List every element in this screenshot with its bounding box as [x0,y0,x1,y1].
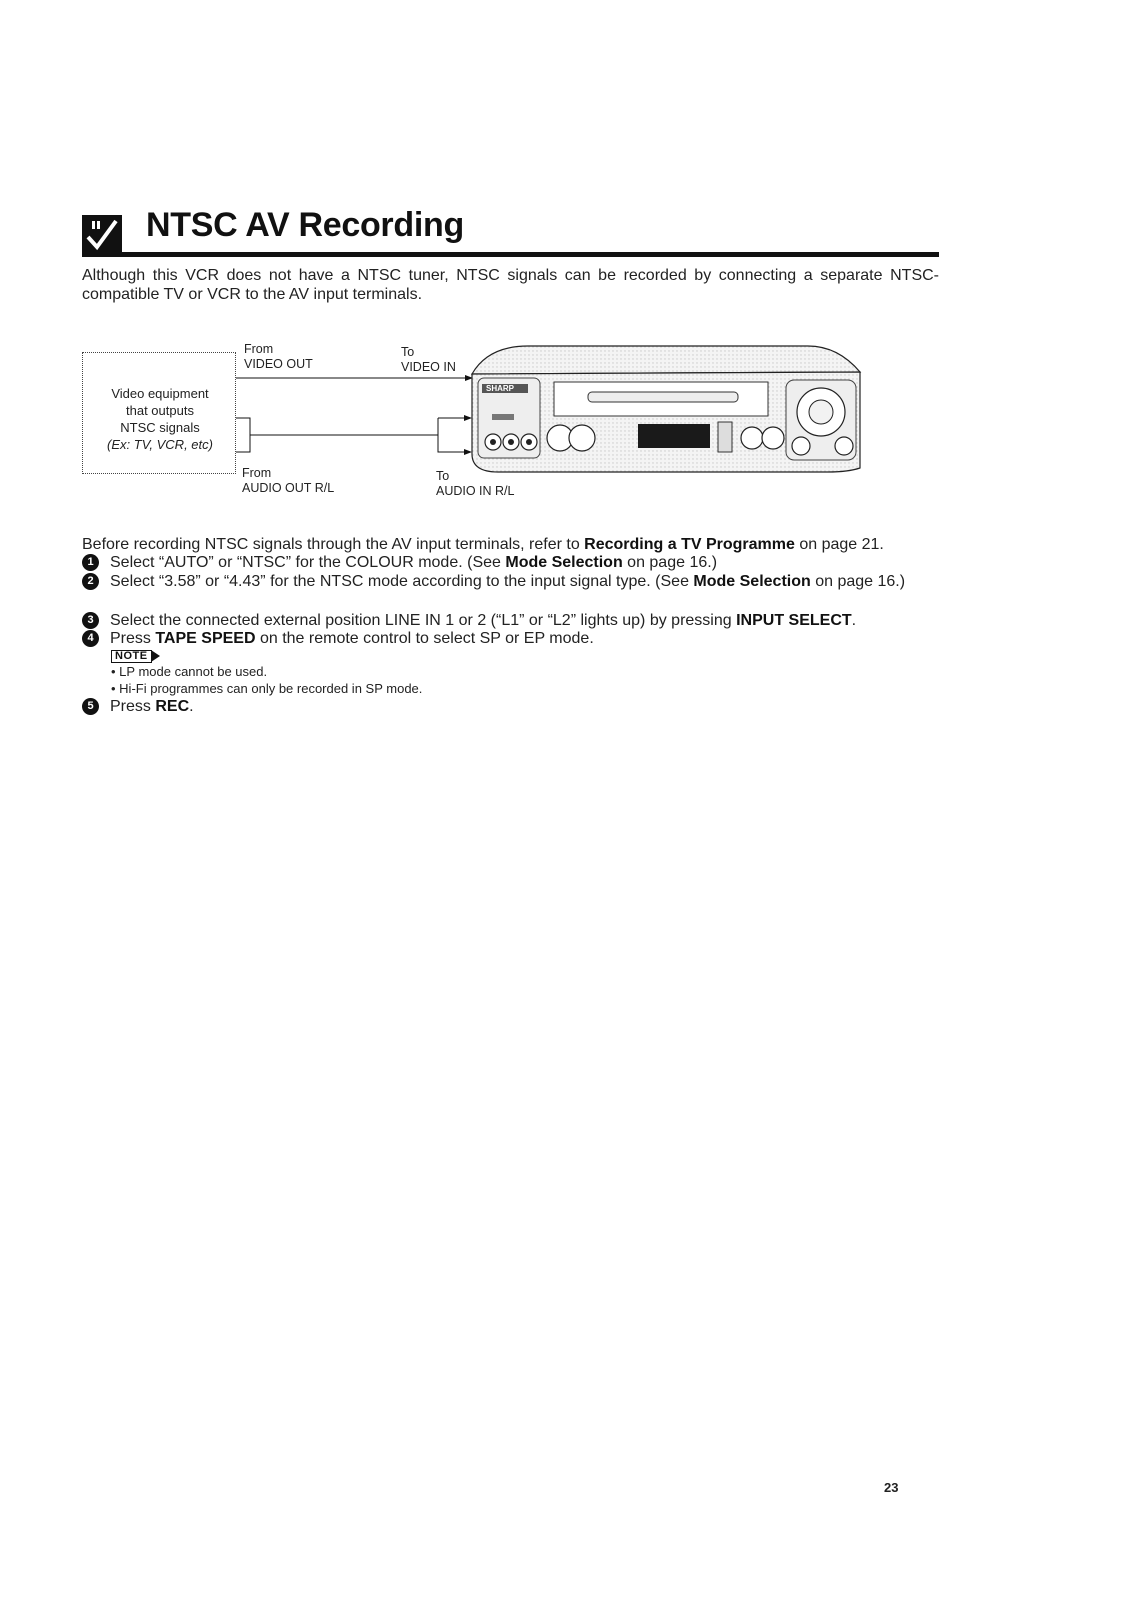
step-number-2: 2 [82,573,99,590]
note-item-2: • Hi-Fi programmes can only be recorded in SP mode. [111,681,423,696]
equipment-line-1: Video equipment [111,386,209,401]
note-item-1: • LP mode cannot be used. [111,664,268,679]
manual-page: NTSC AV Recording Although this VCR does not have a NTSC tuner, NTSC signals can be recorded by connecting a separate NTSC-compatible TV or VCR to the AV input terminals. Video equipment that outputs NTSC signals (Ex: TV, VCR, etc) From VIDEO OUT To VIDEO IN From AUDIO OUT R/L To AUDIO IN R/L SHARP Before recording NTSC signals through the AV input terminals, refer to Recording a TV Programme on page 21. 1 Select “AUTO” or “NTSC” for the COLOUR mode. (See Mode Selection on page 16.) 2 Select “3.58” or “4.43” for the NTSC mode according to the input signal type. (See Mode Selection on page 16.) 3 Select the connected external position LINE IN 1 or 2 (“L1” or “L2” lights up) by pressing INPUT SELECT. 4 Press TAPE SPEED on the remote control to select SP or EP mode. NOTE • LP mode cannot be used. • Hi-Fi programmes can only be recorded in SP mode. 5 Press REC. 23 [0,0,1136,1600]
step-number-5: 5 [82,698,99,715]
before-recording-text: Before recording NTSC signals through the AV input terminals, refer to Recording a TV Programme on page 21. [82,536,884,553]
note-label: NOTE [111,650,152,663]
equipment-line-2: that outputs [126,403,194,418]
from-audio-out-label: From AUDIO OUT R/L [242,466,335,495]
note-arrow-icon [151,650,160,662]
to-audio-in-label: To AUDIO IN R/L [436,469,515,498]
from-video-out-label: From VIDEO OUT [244,342,313,371]
equipment-line-3: NTSC signals [120,420,200,435]
step-number-3: 3 [82,612,99,629]
connection-diagram [80,342,900,517]
equipment-line-4: (Ex: TV, VCR, etc) [107,437,213,452]
step-number-1: 1 [82,554,99,571]
title-rule [82,252,939,257]
page-number: 23 [884,1480,899,1495]
to-video-in-label: To VIDEO IN [401,345,456,374]
vcr-brand-text: SHARP [486,384,515,393]
note-tag [111,649,160,663]
page-title: NTSC AV Recording [146,206,464,244]
recording-check-icon [82,215,122,255]
vcr-illustration [468,342,868,474]
intro-paragraph: Although this VCR does not have a NTSC tuner, NTSC signals can be recorded by connecting a separate NTSC-compatible TV or VCR to the AV input terminals. [82,267,939,303]
step-number-4: 4 [82,630,99,647]
